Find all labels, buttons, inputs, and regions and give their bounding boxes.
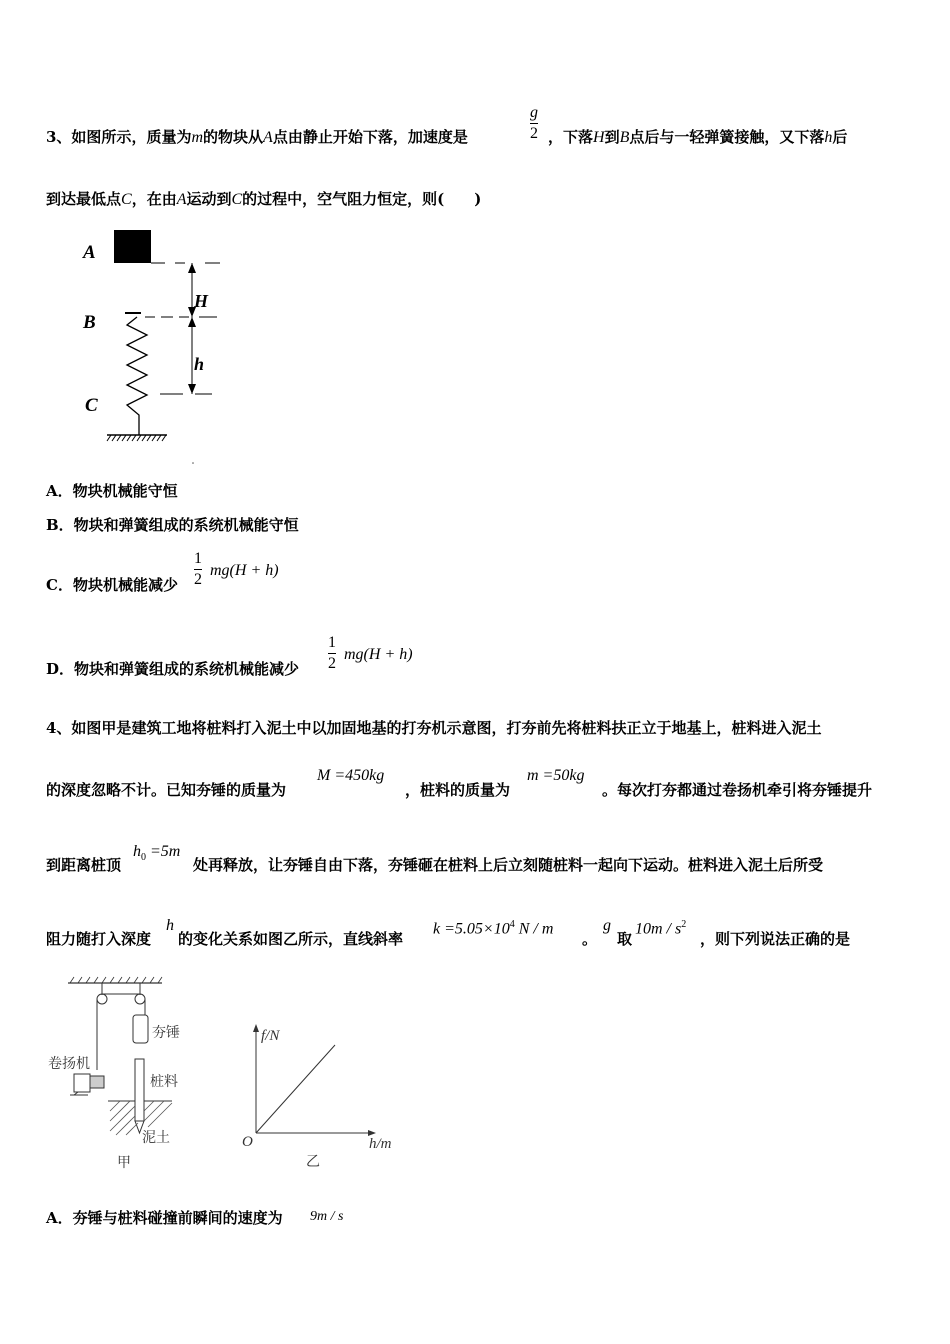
q4-label-pile: 桩料 bbox=[150, 1074, 178, 1090]
q4-pulley-right bbox=[135, 994, 145, 1004]
q4-label-hammer: 夯锤 bbox=[152, 1025, 180, 1041]
q4-winch bbox=[74, 1074, 90, 1092]
q4-mass-M: M =450kg bbox=[317, 767, 385, 784]
q3-line1: 3、如图所示，质量为m的物块从A点由静止开始下落，加速度是 bbox=[46, 128, 468, 146]
q4-mass-m: m =50kg bbox=[527, 767, 585, 784]
q4-figure-jia bbox=[44, 975, 194, 1175]
q4-line2-c: 。每次打夯都通过卷扬机牵引将夯锤提升 bbox=[602, 781, 873, 799]
q4-line4-a: 阻力随打入深度 bbox=[46, 930, 152, 948]
q3-option-D-fraction: 1 2 bbox=[328, 634, 336, 672]
q4-figure-yi bbox=[236, 1020, 406, 1175]
q3-fig-label-B: B bbox=[83, 312, 96, 333]
q3-fig-label-C: C bbox=[85, 395, 98, 416]
q4-line4-c: 。 bbox=[582, 930, 598, 948]
q4-line2-b: ，桩料的质量为 bbox=[405, 781, 511, 799]
q3-option-A: A．物块机械能守恒 bbox=[46, 482, 178, 500]
q4-line4-d: 取 bbox=[617, 930, 633, 948]
q3-option-D: D．物块和弹簧组成的系统机械能减少 bbox=[46, 660, 300, 678]
q4-pile bbox=[135, 1059, 144, 1121]
q4-line1: 4、如图甲是建筑工地将桩料打入泥土中以加固地基的打夯机示意图，打夯前先将桩料扶正立于地基上，桩料进入泥土 bbox=[46, 719, 822, 737]
q4-hammer bbox=[133, 1015, 148, 1043]
q3-line1-cont: ，下落H到B点后与一轻弹簧接触，又下落h后 bbox=[548, 128, 848, 146]
q4-option-A-value: 9m / s bbox=[310, 1209, 344, 1224]
q4-caption-yi: 乙 bbox=[306, 1154, 320, 1170]
q4-graph-ylabel: f/N bbox=[261, 1028, 280, 1044]
q3-spring-figure bbox=[75, 225, 235, 470]
q4-g-symbol: g bbox=[603, 917, 611, 934]
q4-graph-xlabel: h/m bbox=[369, 1136, 392, 1152]
q4-label-mud: 泥土 bbox=[142, 1130, 170, 1146]
q3-option-B: B．物块和弹簧组成的系统机械能守恒 bbox=[46, 516, 299, 534]
q4-option-A: A．夯锤与桩料碰撞前瞬间的速度为 bbox=[46, 1209, 283, 1227]
q3-fig-label-h: h bbox=[194, 354, 205, 374]
q4-pulley-left bbox=[97, 994, 107, 1004]
q3-block bbox=[114, 230, 151, 263]
q4-line4-e: ，则下列说法正确的是 bbox=[700, 930, 851, 948]
q4-slope-k: $k =5.05\times 10^4$ N / m bbox=[433, 919, 554, 938]
q4-g-value: $10m / s^2$ bbox=[635, 919, 687, 938]
q3-option-C-expr: mg(H + h) bbox=[210, 562, 279, 579]
q4-line2-a: 的深度忽略不计。已知夯锤的质量为 bbox=[46, 781, 287, 799]
q3-option-C-fraction: 1 2 bbox=[194, 550, 202, 588]
q4-graph-origin: O bbox=[242, 1134, 253, 1150]
q3-option-C: C．物块机械能减少 bbox=[46, 576, 178, 594]
q4-caption-jia: 甲 bbox=[117, 1155, 131, 1171]
q4-h0: $h_0 =5m$ bbox=[133, 843, 181, 864]
q4-label-winch: 卷扬机 bbox=[48, 1056, 90, 1072]
q3-fig-label-A: A bbox=[83, 242, 96, 263]
q3-spring bbox=[127, 317, 147, 435]
q3-line2: 到达最低点C，在由A运动到C的过程中，空气阻力恒定，则( ) bbox=[46, 190, 482, 208]
q3-fig-label-H: H bbox=[194, 291, 209, 311]
q4-line4-b: 的变化关系如图乙所示，直线斜率 bbox=[178, 930, 404, 948]
q3-accel-fraction: g 2 bbox=[530, 104, 538, 142]
q4-graph-line bbox=[256, 1045, 335, 1133]
q4-line4-h: h bbox=[166, 917, 174, 934]
q3-option-D-expr: mg(H + h) bbox=[344, 646, 413, 663]
q4-line3-b: 处再释放，让夯锤自由下落，夯锤砸在桩料上后立刻随桩料一起向下运动。桩料进入泥土后所受 bbox=[193, 856, 824, 874]
q4-line3-a: 到距离桩顶 bbox=[46, 856, 122, 874]
